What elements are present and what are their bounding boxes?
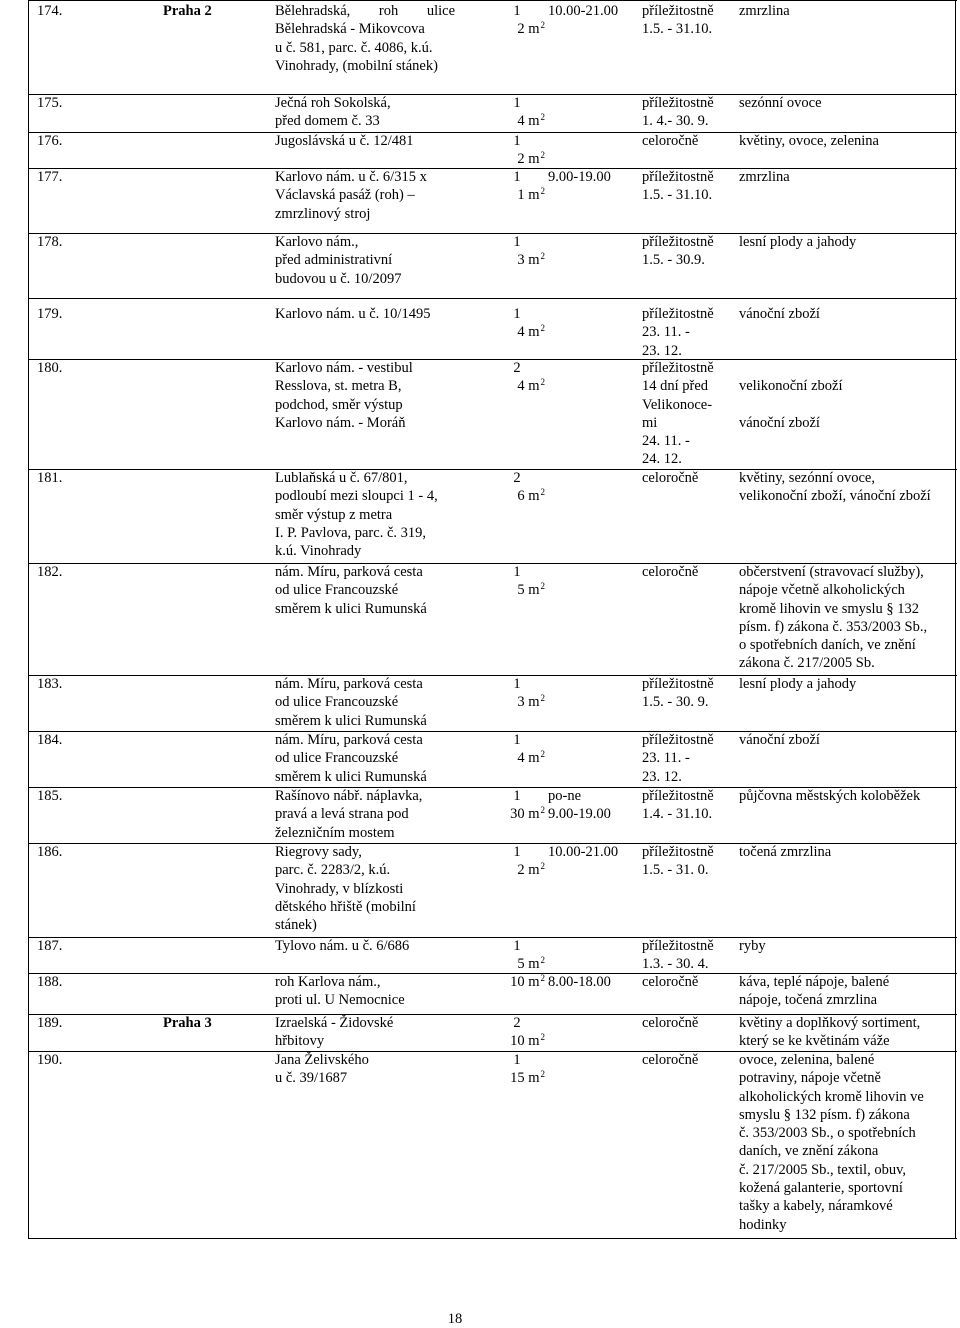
location-cell [275, 359, 455, 432]
table-row [0, 469, 960, 563]
location-cell [275, 563, 455, 618]
period-line: celoročně [642, 564, 699, 580]
area-cell: 4 $m^2$ [517, 112, 545, 129]
period-cell [642, 2, 734, 39]
table-row [0, 937, 960, 973]
location-line: Rašínovo nábř. náplavka, [275, 788, 423, 804]
count-cell: 2 [513, 470, 521, 486]
area-unit-exponent: 2 [540, 861, 545, 871]
location-line: I. P. Pavlova, parc. č. 319, [275, 524, 427, 541]
location-cell [275, 94, 455, 131]
location-line: Karlovo nám. u č. 6/315 x [275, 169, 427, 185]
product-line: daních, ve znění zákona [739, 1143, 879, 1160]
location-line: dětského hřiště (mobilní [275, 898, 416, 915]
table-row [0, 563, 960, 675]
location-line: Tylovo nám. u č. 6/686 [275, 938, 410, 954]
time-line: 10.00-21.00 [548, 3, 619, 19]
period-line: 23. 11. - [642, 324, 690, 341]
area-value: 4 [517, 113, 525, 129]
product-cell [739, 731, 949, 749]
period-cell [642, 233, 734, 270]
area-cell: 3 $m^2$ [517, 251, 545, 268]
product-cell [739, 2, 949, 20]
area-cell: 2 $m^2$ [517, 20, 545, 37]
location-line: budovou u č. 10/2097 [275, 270, 402, 287]
product-line: vánoční zboží [739, 306, 820, 322]
period-line: příležitostně [642, 234, 714, 250]
product-line: nápoje včetně alkoholických [739, 582, 905, 599]
product-line: nápoje, točená zmrzlina [739, 992, 878, 1009]
period-cell [642, 168, 734, 205]
area-cell: 10 $m^2$ [510, 973, 545, 990]
table-row [0, 2, 960, 94]
table-row [0, 973, 960, 1014]
period-line: 1.5. - 30.9. [642, 252, 705, 269]
location-line: před domem č. 33 [275, 113, 380, 130]
row-number: 183. [37, 676, 63, 692]
period-cell [642, 305, 734, 360]
table-row [0, 787, 960, 843]
location-line: od ulice Francouzské [275, 694, 399, 711]
area-unit-exponent: 2 [540, 1032, 545, 1042]
period-line: 1. 4.- 30. 9. [642, 113, 709, 130]
location-line: Karlovo nám., [275, 234, 359, 250]
period-cell [642, 973, 734, 991]
row-number: 182. [37, 564, 63, 580]
product-cell [739, 469, 949, 506]
period-line: příležitostně [642, 306, 714, 322]
location-line: u č. 581, parc. č. 4086, k.ú. [275, 39, 433, 56]
product-line: občerstvení (stravovací služby), [739, 564, 924, 580]
location-cell [275, 731, 455, 786]
area-cell: 4 $m^2$ [517, 749, 545, 766]
location-line: směr výstup z metra [275, 506, 393, 523]
area-cell: 5 $m^2$ [517, 955, 545, 972]
time-line: 9.00-19.00 [548, 806, 611, 823]
count-cell: 1 [513, 133, 521, 149]
product-line: zákona č. 217/2005 Sb. [739, 655, 875, 672]
location-line: směrem k ulici Rumunská [275, 768, 427, 785]
area-cell: 10 $m^2$ [510, 1032, 545, 1049]
period-line: 24. 11. - [642, 433, 690, 450]
row-number: 189. [37, 1015, 63, 1031]
area-cell: 30 $m^2$ [510, 805, 545, 822]
product-cell [739, 563, 949, 673]
product-line [739, 359, 949, 377]
product-line: tašky a kabely, náramkové [739, 1198, 893, 1215]
product-line: ovoce, zelenina, balené [739, 1052, 875, 1068]
product-cell [739, 787, 949, 805]
district-cell: Praha 2 [163, 3, 212, 19]
area-unit-exponent: 2 [540, 20, 545, 30]
period-cell [642, 675, 734, 712]
period-line: příležitostně [642, 360, 714, 376]
location-cell [275, 305, 455, 323]
area-unit-exponent: 2 [540, 1069, 545, 1079]
area-unit-exponent: 2 [540, 749, 545, 759]
row-number: 188. [37, 974, 63, 990]
area-value: 10 [510, 1033, 525, 1049]
location-cell [275, 843, 455, 934]
period-line: příležitostně [642, 938, 714, 954]
area-unit-exponent: 2 [540, 251, 545, 261]
location-line: směrem k ulici Rumunská [275, 712, 427, 729]
row-number: 181. [37, 470, 63, 486]
location-line: Vinohrady, v blízkosti [275, 880, 404, 897]
area-unit-exponent: 2 [540, 973, 545, 983]
period-line: 23. 12. [642, 768, 682, 785]
period-line: 1.5. - 31.10. [642, 21, 713, 38]
product-line [739, 396, 949, 414]
location-cell [275, 787, 455, 842]
product-line: č. 353/2003 Sb., o spotřebních [739, 1125, 916, 1142]
period-cell [642, 469, 734, 487]
count-cell: 1 [513, 788, 521, 804]
location-line: podchod, směr výstup [275, 396, 403, 413]
product-line: lesní plody a jahody [739, 234, 857, 250]
location-cell [275, 469, 455, 560]
location-line: Jugoslávská u č. 12/481 [275, 133, 414, 149]
table-row [0, 168, 960, 233]
period-line: 24. 12. [642, 451, 682, 468]
location-line: Karlovo nám. - vestibul [275, 360, 413, 376]
period-line: Velikonoce- [642, 396, 713, 413]
row-number: 187. [37, 938, 63, 954]
product-line: kožená galanterie, sportovní [739, 1180, 903, 1197]
product-line: sezónní ovoce [739, 95, 822, 111]
product-line: který se ke květinám váže [739, 1033, 890, 1050]
row-number: 176. [37, 133, 63, 149]
count-cell: 2 [513, 360, 521, 376]
product-line: alkoholických kromě lihovin ve [739, 1088, 924, 1105]
count-cell: 1 [513, 1052, 521, 1068]
period-line: 1.5. - 31. 0. [642, 862, 709, 879]
area-value: 4 [517, 750, 525, 766]
row-rule [28, 0, 957, 1]
count-cell: 1 [513, 95, 521, 111]
location-line: směrem k ulici Rumunská [275, 600, 427, 617]
product-line: vánoční zboží [739, 732, 820, 748]
product-cell [739, 675, 949, 693]
time-line: 9.00-19.00 [548, 169, 611, 185]
location-line: k.ú. Vinohrady [275, 543, 362, 560]
table-row [0, 132, 960, 168]
product-line: káva, teplé nápoje, balené [739, 974, 890, 990]
location-line: před administrativní [275, 252, 393, 269]
count-cell: 1 [513, 306, 521, 322]
location-line: od ulice Francouzské [275, 582, 399, 599]
product-line: zmrzlina [739, 3, 790, 19]
product-line: půjčovna městských koloběžek [739, 788, 921, 804]
area-unit-exponent: 2 [540, 955, 545, 965]
location-line: železničním mostem [275, 824, 395, 841]
area-value: 4 [517, 378, 525, 394]
period-cell [642, 359, 734, 469]
area-cell: 3 $m^2$ [517, 693, 545, 710]
location-line: parc. č. 2283/2, k.ú. [275, 862, 391, 879]
product-cell [739, 1051, 949, 1234]
area-unit-exponent: 2 [540, 377, 545, 387]
count-cell: 1 [513, 564, 521, 580]
area-unit-exponent: 2 [540, 693, 545, 703]
location-cell [275, 2, 455, 75]
period-line: mi [642, 414, 658, 431]
time-cell [548, 973, 611, 991]
time-cell [548, 787, 611, 824]
location-line: roh Karlova nám., [275, 974, 381, 990]
row-number: 174. [37, 3, 63, 19]
location-cell [275, 233, 455, 288]
period-line: příležitostně [642, 844, 714, 860]
location-line: proti ul. U Nemocnice [275, 992, 405, 1009]
table-row [0, 359, 960, 469]
product-line: květiny a doplňkový sortiment, [739, 1015, 921, 1031]
table-row [0, 1014, 960, 1051]
period-line: celoročně [642, 1052, 699, 1068]
area-unit-exponent: 2 [540, 805, 545, 815]
product-cell [739, 359, 949, 432]
location-line: pravá a levá strana pod [275, 806, 409, 823]
location-line: Vinohrady, (mobilní stánek) [275, 57, 438, 74]
location-line: podloubí mezi sloupci 1 - 4, [275, 488, 438, 505]
product-line: velikonoční zboží [739, 378, 843, 395]
area-value: 2 [517, 151, 525, 167]
product-cell [739, 94, 949, 112]
row-number: 186. [37, 844, 63, 860]
period-cell [642, 731, 734, 786]
product-line: potraviny, nápoje včetně [739, 1070, 881, 1087]
location-line: Karlovo nám. u č. 10/1495 [275, 306, 431, 322]
area-cell: 1 $m^2$ [517, 186, 545, 203]
location-cell [275, 1014, 455, 1051]
location-line: nám. Míru, parková cesta [275, 676, 423, 692]
row-number: 180. [37, 360, 63, 376]
location-line: Ječná roh Sokolská, [275, 95, 391, 111]
area-cell: 2 $m^2$ [517, 861, 545, 878]
area-value: 5 [517, 582, 525, 598]
product-cell [739, 168, 949, 186]
count-cell: 2 [513, 1015, 521, 1031]
period-line: příležitostně [642, 169, 714, 185]
time-cell [548, 168, 611, 186]
period-cell [642, 1051, 734, 1069]
period-line: 1.4. - 31.10. [642, 806, 713, 823]
table-row [0, 233, 960, 298]
location-line: nám. Míru, parková cesta [275, 564, 423, 580]
product-line: o spotřebních daních, ve znění [739, 637, 916, 654]
location-line: nám. Míru, parková cesta [275, 732, 423, 748]
location-line: Izraelská - Židovské [275, 1015, 394, 1031]
area-value: 15 [510, 1070, 525, 1086]
location-line: Bělehradská, roh ulice Bělehradská - Mikovcova [275, 3, 455, 38]
product-line: č. 217/2005 Sb., textil, obuv, [739, 1161, 907, 1178]
period-line: 1.5. - 30. 9. [642, 694, 709, 711]
period-line: příležitostně [642, 676, 714, 692]
row-number: 179. [37, 306, 63, 322]
time-line: 10.00-21.00 [548, 844, 619, 860]
row-rule [28, 1238, 957, 1239]
period-line: celoročně [642, 1015, 699, 1031]
count-cell: 1 [513, 938, 521, 954]
product-line: velikonoční zboží, vánoční zboží [739, 488, 931, 505]
product-cell [739, 843, 949, 861]
table-row [0, 1051, 960, 1238]
time-line: 8.00-18.00 [548, 974, 611, 990]
area-cell: 15 $m^2$ [510, 1069, 545, 1086]
product-line: točená zmrzlina [739, 844, 832, 860]
location-cell [275, 937, 455, 955]
period-line: 1.5. - 31.10. [642, 187, 713, 204]
area-value: 2 [517, 862, 525, 878]
product-line: zmrzlina [739, 169, 790, 185]
area-unit-exponent: 2 [540, 186, 545, 196]
area-cell: 6 $m^2$ [517, 487, 545, 504]
location-line: Lublaňská u č. 67/801, [275, 470, 408, 486]
product-line: písm. f) zákona č. 353/2003 Sb., [739, 618, 928, 635]
product-cell [739, 305, 949, 323]
area-cell: 2 $m^2$ [517, 150, 545, 167]
table-row [0, 731, 960, 787]
district-cell: Praha 3 [163, 1015, 212, 1031]
location-line: od ulice Francouzské [275, 750, 399, 767]
product-line: kromě lihovin ve smyslu § 132 [739, 600, 920, 617]
row-number: 178. [37, 234, 63, 250]
location-line: stánek) [275, 917, 317, 934]
count-cell: 1 [513, 3, 521, 19]
product-line: lesní plody a jahody [739, 676, 857, 692]
product-cell [739, 1014, 949, 1051]
period-line: celoročně [642, 133, 699, 149]
location-line: Resslova, st. metra B, [275, 378, 402, 395]
area-value: 4 [517, 324, 525, 340]
area-unit-exponent: 2 [540, 581, 545, 591]
area-value: 2 [517, 21, 525, 37]
page-number: 18 [447, 1311, 463, 1327]
area-unit-exponent: 2 [540, 487, 545, 497]
table-row [0, 675, 960, 731]
area-value: 10 [510, 974, 525, 990]
period-line: příležitostně [642, 3, 714, 19]
location-line: zmrzlinový stroj [275, 205, 371, 222]
location-line: hřbitovy [275, 1033, 325, 1050]
product-line: smyslu § 132 písm. f) zákona [739, 1106, 910, 1123]
period-line: příležitostně [642, 732, 714, 748]
product-line: vánoční zboží [739, 414, 820, 431]
time-cell [548, 2, 618, 20]
area-unit-exponent: 2 [540, 323, 545, 333]
table-row [0, 305, 960, 359]
location-cell [275, 168, 455, 223]
area-value: 3 [517, 252, 525, 268]
period-line: celoročně [642, 470, 699, 486]
row-number: 190. [37, 1052, 63, 1068]
period-line: 23. 11. - [642, 750, 690, 767]
period-cell [642, 132, 734, 150]
location-line: Riegrovy sady, [275, 844, 362, 860]
product-cell [739, 937, 949, 955]
area-value: 1 [517, 187, 525, 203]
period-cell [642, 937, 734, 974]
location-line: Karlovo nám. - Moráň [275, 414, 406, 431]
period-line: 1.3. - 30. 4. [642, 956, 709, 973]
area-cell: 5 $m^2$ [517, 581, 545, 598]
period-line: příležitostně [642, 788, 714, 804]
count-cell: 1 [513, 844, 521, 860]
time-cell [548, 843, 618, 861]
period-cell [642, 1014, 734, 1032]
area-cell: 4 $m^2$ [517, 323, 545, 340]
count-cell: 1 [513, 169, 521, 185]
row-rule [28, 298, 957, 299]
location-cell [275, 132, 455, 150]
period-cell [642, 787, 734, 824]
product-line: ryby [739, 938, 766, 954]
period-cell [642, 843, 734, 880]
product-cell [739, 233, 949, 251]
count-cell: 1 [513, 732, 521, 748]
count-cell: 1 [513, 676, 521, 692]
area-unit-exponent: 2 [540, 150, 545, 160]
table-row [0, 843, 960, 937]
location-line: u č. 39/1687 [275, 1070, 348, 1087]
area-cell: 4 $m^2$ [517, 377, 545, 394]
count-cell: 1 [513, 234, 521, 250]
row-number: 184. [37, 732, 63, 748]
product-cell [739, 973, 949, 1010]
period-line: 14 dní před [642, 378, 709, 395]
location-cell [275, 973, 455, 1010]
product-line: květiny, ovoce, zelenina [739, 133, 879, 149]
period-cell [642, 563, 734, 581]
area-value: 5 [517, 956, 525, 972]
period-cell [642, 94, 734, 131]
location-cell [275, 675, 455, 730]
period-line: celoročně [642, 974, 699, 990]
location-line: Václavská pasáž (roh) – [275, 187, 415, 204]
area-value: 30 [510, 806, 525, 822]
row-number: 185. [37, 788, 63, 804]
time-line: po-ne [548, 788, 582, 804]
area-value: 3 [517, 694, 525, 710]
period-line: 23. 12. [642, 342, 682, 359]
area-unit-exponent: 2 [540, 112, 545, 122]
row-number: 177. [37, 169, 63, 185]
location-cell [275, 1051, 455, 1088]
period-line: příležitostně [642, 95, 714, 111]
product-cell [739, 132, 949, 150]
product-line: hodinky [739, 1216, 787, 1233]
table-row [0, 94, 960, 132]
area-value: 6 [517, 488, 525, 504]
location-line: Jana Želivského [275, 1052, 369, 1068]
row-number: 175. [37, 95, 63, 111]
product-line: květiny, sezónní ovoce, [739, 470, 875, 486]
